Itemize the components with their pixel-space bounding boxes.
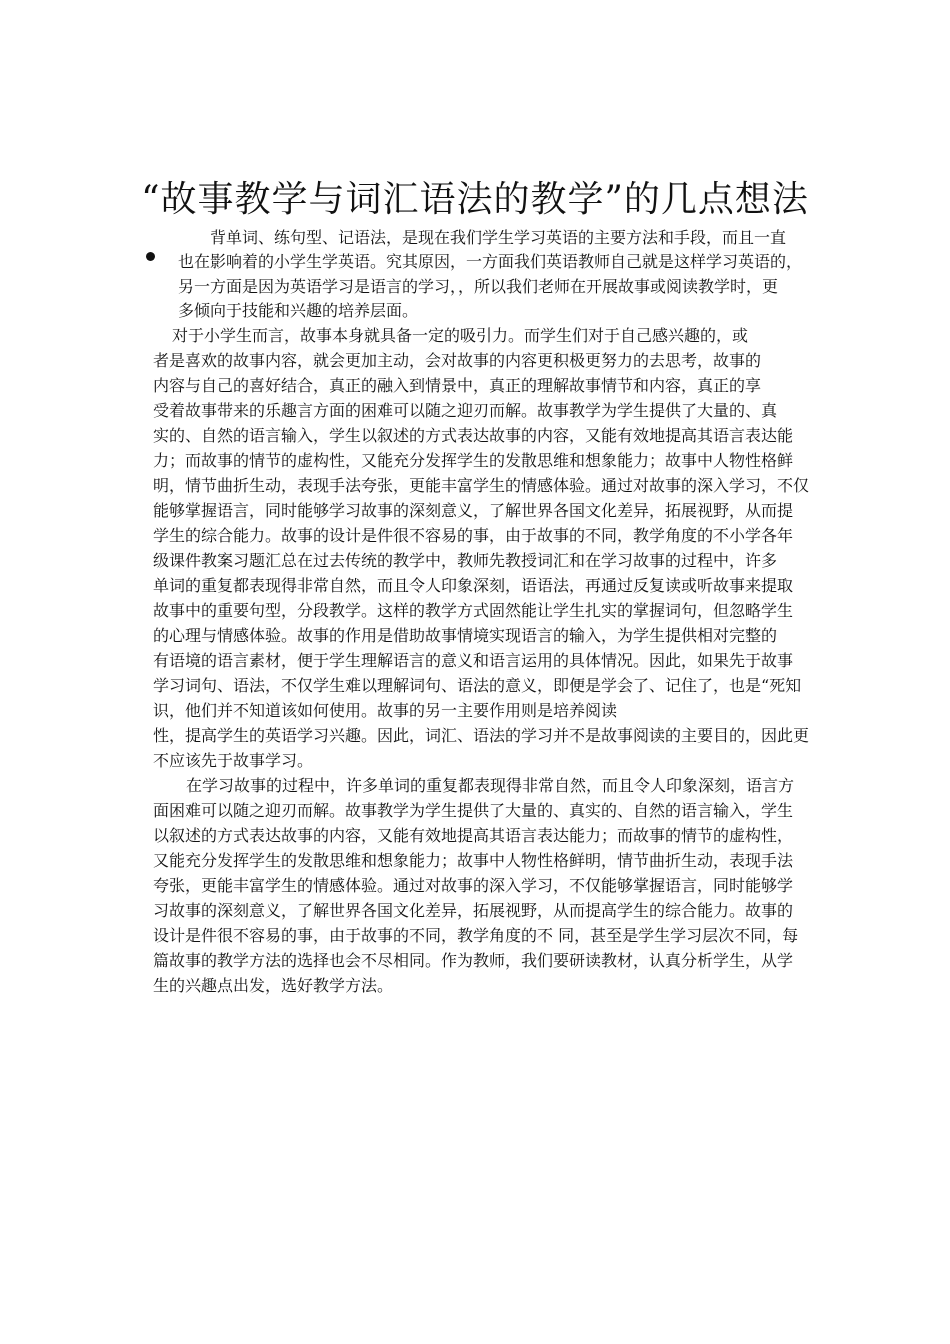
text-line: 能够掌握语言，同时能够学习故事的深刻意义，了解世界各国文化差异，拓展视野，从而提 [153, 501, 794, 520]
text-line: 在学习故事的过程中，许多单词的重复都表现得非常自然，而且令人印象深刻，语言方 [186, 776, 795, 795]
text-line: 故事中的重要句型，分段教学。这样的教学方式固然能让学生扎实的掌握词句，但忽略学生 [153, 601, 794, 620]
text-line: 学生的综合能力。故事的设计是件很不容易的事，由于故事的不同，教学角度的不小学各年 [153, 526, 794, 545]
text-line: 性，提高学生的英语学习兴趣。因此，词汇、语法的学习并不是故事阅读的主要目的，因此更 [153, 726, 810, 745]
text-line: 多倾向于技能和兴趣的培养层面。 [178, 301, 419, 320]
text-line: 设计是件很不容易的事，由于故事的不同，教学角度的不 同，甚至是学生学习层次不同，每 [153, 926, 799, 945]
text-line: 学习词句、语法，不仅学生难以理解词句、语法的意义，即便是学会了、记住了，也是“死知 [153, 676, 802, 695]
text-line: 力；而故事的情节的虚构性，又能充分发挥学生的发散思维和想象能力；故事中人物性格鲜 [153, 451, 794, 470]
text-line: 生的兴趣点出发，选好教学方法。 [153, 976, 394, 995]
text-line: 明，情节曲折生动，表现手法夸张，更能丰富学生的情感体验。通过对故事的深入学习，不仅 [153, 476, 810, 495]
bullet-icon [146, 252, 155, 261]
text-line: 又能充分发挥学生的发散思维和想象能力；故事中人物性格鲜明，情节曲折生动，表现手法 [153, 851, 794, 870]
text-line: 不应该先于故事学习。 [153, 751, 314, 770]
text-line: 夸张，更能丰富学生的情感体验。通过对故事的深入学习，不仅能够掌握语言，同时能够学 [153, 876, 794, 895]
text-line: 者是喜欢的故事内容，就会更加主动，会对故事的内容更积极更努力的去思考，故事的 [153, 351, 762, 370]
text-line: 受着故事带来的乐趣言方面的困难可以随之迎刃而解。故事教学为学生提供了大量的、真 [153, 401, 778, 420]
text-line: 篇故事的教学方法的选择也会不尽相同。作为教师，我们要研读教材，认真分析学生，从学 [153, 951, 794, 970]
text-line: 单词的重复都表现得非常自然，而且令人印象深刻，语语法，再通过反复读或听故事来提取 [153, 576, 794, 595]
text-line: 另一方面是因为英语学习是语言的学习，，所以我们老师在开展故事或阅读教学时，更 [178, 277, 779, 296]
text-line: 级课件教案习题汇总在过去传统的教学中，教师先教授词汇和在学习故事的过程中，许多 [153, 551, 778, 570]
text-line: 背单词、练句型、记语法，是现在我们学生学习英语的主要方法和手段，而且一直 [210, 228, 787, 247]
text-line: 也在影响着的小学生学英语。究其原因，一方面我们英语教师自己就是这样学习英语的， [178, 252, 803, 271]
text-line: 对于小学生而言，故事本身就具备一定的吸引力。而学生们对于自己感兴趣的，或 [172, 326, 749, 345]
text-line: 识，他们并不知道该如何使用。故事的另一主要作用则是培养阅读 [153, 701, 618, 720]
text-line: 内容与自己的喜好结合，真正的融入到情景中，真正的理解故事情节和内容，真正的享 [153, 376, 762, 395]
text-line: 面困难可以随之迎刃而解。故事教学为学生提供了大量的、真实的、自然的语言输入，学生 [153, 801, 794, 820]
page-title: “故事教学与词汇语法的教学”的几点想法 [141, 179, 809, 220]
text-line: 的心理与情感体验。故事的作用是借助故事情境实现语言的输入，为学生提供相对完整的 [153, 626, 778, 645]
text-line: 习故事的深刻意义，了解世界各国文化差异，拓展视野，从而提高学生的综合能力。故事的 [153, 901, 794, 920]
text-line: 实的、自然的语言输入，学生以叙述的方式表达故事的内容，又能有效地提高其语言表达能 [153, 426, 794, 445]
text-line: 以叙述的方式表达故事的内容，又能有效地提高其语言表达能力；而故事的情节的虚构性， [153, 826, 794, 845]
text-line: 有语境的语言素材，便于学生理解语言的意义和语言运用的具体情况。因此，如果先于故事 [153, 651, 794, 670]
